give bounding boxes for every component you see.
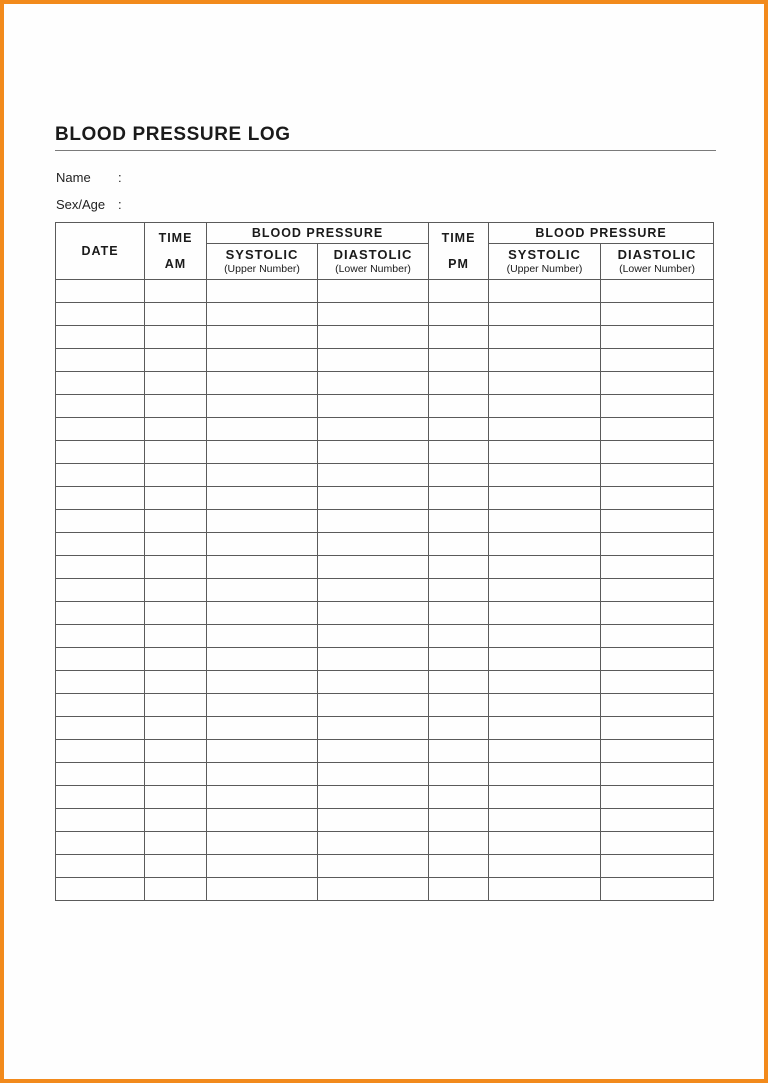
sex-age-separator: :: [118, 197, 122, 212]
time-pm-cell[interactable]: [429, 556, 489, 579]
date-cell[interactable]: [56, 740, 145, 763]
diastolic-am-cell[interactable]: [318, 441, 429, 464]
table-row: [56, 464, 714, 487]
date-cell[interactable]: [56, 878, 145, 901]
systolic-pm-note: (Upper Number): [506, 262, 583, 275]
date-cell[interactable]: [56, 510, 145, 533]
systolic-am-cell[interactable]: [207, 878, 318, 901]
diastolic-pm-cell[interactable]: [601, 786, 714, 809]
diastolic-pm-cell[interactable]: [601, 878, 714, 901]
time-pm-cell[interactable]: [429, 349, 489, 372]
time-am-cell[interactable]: [145, 694, 207, 717]
systolic-pm-cell[interactable]: [489, 740, 601, 763]
systolic-pm-cell[interactable]: [489, 602, 601, 625]
time-pm-cell[interactable]: [429, 602, 489, 625]
diastolic-am-cell[interactable]: [318, 464, 429, 487]
diastolic-am-cell[interactable]: [318, 740, 429, 763]
time-pm-cell[interactable]: [429, 717, 489, 740]
time-am-cell[interactable]: [145, 441, 207, 464]
diastolic-pm-cell[interactable]: [601, 625, 714, 648]
systolic-pm-cell[interactable]: [489, 579, 601, 602]
time-am-cell[interactable]: [145, 510, 207, 533]
time-pm-cell[interactable]: [429, 832, 489, 855]
diastolic-am-cell[interactable]: [318, 717, 429, 740]
log-rows: [56, 280, 714, 901]
name-label: Name: [56, 170, 91, 185]
table-row: [56, 487, 714, 510]
time-am-cell[interactable]: [145, 763, 207, 786]
table-row: [56, 694, 714, 717]
name-separator: :: [118, 170, 122, 185]
time-am-cell[interactable]: [145, 280, 207, 303]
systolic-am-cell[interactable]: [207, 556, 318, 579]
time-am-cell[interactable]: [145, 878, 207, 901]
diastolic-pm-cell[interactable]: [601, 510, 714, 533]
time-am-cell[interactable]: [145, 464, 207, 487]
date-cell[interactable]: [56, 464, 145, 487]
diastolic-pm-cell[interactable]: [601, 694, 714, 717]
diastolic-am-cell[interactable]: [318, 372, 429, 395]
diastolic-am-cell[interactable]: [318, 418, 429, 441]
table-row: [56, 533, 714, 556]
systolic-am-cell[interactable]: [207, 464, 318, 487]
diastolic-am-cell[interactable]: [318, 763, 429, 786]
name-field: [56, 170, 122, 185]
time-pm-cell[interactable]: [429, 625, 489, 648]
table-row: [56, 372, 714, 395]
date-cell[interactable]: [56, 763, 145, 786]
table-row: [56, 395, 714, 418]
date-cell[interactable]: [56, 372, 145, 395]
date-cell[interactable]: [56, 717, 145, 740]
diastolic-am-cell[interactable]: [318, 671, 429, 694]
systolic-pm-cell[interactable]: [489, 717, 601, 740]
time-am-cell[interactable]: [145, 556, 207, 579]
page-title: BLOOD PRESSURE LOG: [55, 124, 291, 145]
time-pm-cell[interactable]: [429, 855, 489, 878]
time-pm-cell[interactable]: [429, 786, 489, 809]
time-pm-cell[interactable]: [429, 441, 489, 464]
systolic-am-cell[interactable]: [207, 648, 318, 671]
diastolic-pm-cell[interactable]: [601, 740, 714, 763]
time-pm-cell[interactable]: [429, 809, 489, 832]
diastolic-pm-cell[interactable]: [601, 303, 714, 326]
time-pm-cell[interactable]: [429, 671, 489, 694]
table-row: [56, 326, 714, 349]
diastolic-am-cell[interactable]: [318, 832, 429, 855]
date-cell[interactable]: [56, 671, 145, 694]
systolic-pm-cell[interactable]: [489, 694, 601, 717]
table-row: [56, 441, 714, 464]
time-am-cell[interactable]: [145, 809, 207, 832]
time-pm-label: PM: [448, 257, 469, 271]
systolic-pm-label: SYSTOLIC: [508, 246, 581, 262]
diastolic-am-cell[interactable]: [318, 556, 429, 579]
time-pm-header: [429, 223, 489, 280]
diastolic-am-header: [318, 244, 429, 280]
systolic-pm-cell[interactable]: [489, 671, 601, 694]
time-am-cell[interactable]: [145, 487, 207, 510]
table-row: [56, 510, 714, 533]
diastolic-pm-cell[interactable]: [601, 326, 714, 349]
time-am-cell[interactable]: [145, 671, 207, 694]
table-row: [56, 786, 714, 809]
diastolic-pm-cell[interactable]: [601, 763, 714, 786]
systolic-am-cell[interactable]: [207, 280, 318, 303]
time-am-cell[interactable]: [145, 832, 207, 855]
systolic-am-cell[interactable]: [207, 694, 318, 717]
time-am-cell[interactable]: [145, 717, 207, 740]
systolic-am-cell[interactable]: [207, 602, 318, 625]
systolic-pm-cell[interactable]: [489, 832, 601, 855]
time-am-cell[interactable]: [145, 372, 207, 395]
time-pm-cell[interactable]: [429, 418, 489, 441]
table-row: [56, 556, 714, 579]
systolic-pm-cell[interactable]: [489, 372, 601, 395]
systolic-am-cell[interactable]: [207, 786, 318, 809]
time-am-cell[interactable]: [145, 602, 207, 625]
systolic-am-cell[interactable]: [207, 533, 318, 556]
date-cell[interactable]: [56, 418, 145, 441]
systolic-pm-cell[interactable]: [489, 533, 601, 556]
systolic-pm-cell[interactable]: [489, 326, 601, 349]
time-am-cell[interactable]: [145, 303, 207, 326]
systolic-am-cell[interactable]: [207, 579, 318, 602]
bp-am-header: BLOOD PRESSURE: [207, 223, 429, 244]
diastolic-am-cell[interactable]: [318, 349, 429, 372]
table-row: [56, 625, 714, 648]
systolic-am-cell[interactable]: [207, 763, 318, 786]
time-am-cell[interactable]: [145, 395, 207, 418]
date-cell[interactable]: [56, 809, 145, 832]
systolic-am-cell[interactable]: [207, 717, 318, 740]
diastolic-pm-cell[interactable]: [601, 832, 714, 855]
diastolic-pm-cell[interactable]: [601, 349, 714, 372]
time-pm-cell[interactable]: [429, 878, 489, 901]
systolic-pm-cell[interactable]: [489, 510, 601, 533]
systolic-am-header: [207, 244, 318, 280]
diastolic-am-cell[interactable]: [318, 395, 429, 418]
time-pm-cell[interactable]: [429, 326, 489, 349]
diastolic-am-note: (Lower Number): [335, 262, 411, 275]
table-row: [56, 303, 714, 326]
diastolic-pm-cell[interactable]: [601, 602, 714, 625]
date-header: DATE: [56, 223, 145, 280]
systolic-pm-cell[interactable]: [489, 786, 601, 809]
diastolic-pm-cell[interactable]: [601, 395, 714, 418]
diastolic-pm-cell[interactable]: [601, 579, 714, 602]
systolic-am-label: SYSTOLIC: [225, 246, 299, 262]
diastolic-am-cell[interactable]: [318, 510, 429, 533]
time-pm-cell[interactable]: [429, 763, 489, 786]
date-cell[interactable]: [56, 280, 145, 303]
systolic-pm-cell[interactable]: [489, 648, 601, 671]
diastolic-am-cell[interactable]: [318, 533, 429, 556]
systolic-pm-cell[interactable]: [489, 763, 601, 786]
diastolic-pm-cell[interactable]: [601, 671, 714, 694]
systolic-am-note: (Upper Number): [224, 262, 300, 275]
time-am-cell[interactable]: [145, 418, 207, 441]
time-pm-cell[interactable]: [429, 694, 489, 717]
time-pm-cell[interactable]: [429, 533, 489, 556]
systolic-pm-cell[interactable]: [489, 349, 601, 372]
time-am-cell[interactable]: [145, 349, 207, 372]
table-row: [56, 717, 714, 740]
time-pm-cell[interactable]: [429, 510, 489, 533]
time-am-cell[interactable]: [145, 786, 207, 809]
diastolic-pm-cell[interactable]: [601, 372, 714, 395]
table-row: [56, 418, 714, 441]
diastolic-pm-cell[interactable]: [601, 855, 714, 878]
date-cell[interactable]: [56, 648, 145, 671]
time-pm-cell[interactable]: [429, 395, 489, 418]
diastolic-pm-cell[interactable]: [601, 418, 714, 441]
time-am-cell[interactable]: [145, 740, 207, 763]
time-pm-cell[interactable]: [429, 280, 489, 303]
time-am-time-label: TIME: [158, 231, 193, 245]
systolic-pm-cell[interactable]: [489, 441, 601, 464]
diastolic-pm-cell[interactable]: [601, 648, 714, 671]
diastolic-am-cell[interactable]: [318, 878, 429, 901]
diastolic-pm-cell[interactable]: [601, 280, 714, 303]
date-cell[interactable]: [56, 349, 145, 372]
systolic-am-cell[interactable]: [207, 809, 318, 832]
diastolic-pm-cell[interactable]: [601, 464, 714, 487]
time-am-cell[interactable]: [145, 625, 207, 648]
table-row: [56, 579, 714, 602]
table-row: [56, 349, 714, 372]
table-row: [56, 809, 714, 832]
table-row: [56, 832, 714, 855]
diastolic-pm-cell[interactable]: [601, 809, 714, 832]
diastolic-am-cell[interactable]: [318, 694, 429, 717]
systolic-am-cell[interactable]: [207, 671, 318, 694]
systolic-pm-cell[interactable]: [489, 855, 601, 878]
blood-pressure-table: [55, 222, 714, 901]
time-pm-cell[interactable]: [429, 487, 489, 510]
systolic-pm-cell[interactable]: [489, 303, 601, 326]
systolic-am-cell[interactable]: [207, 372, 318, 395]
table-row: [56, 878, 714, 901]
systolic-pm-cell[interactable]: [489, 625, 601, 648]
date-cell[interactable]: [56, 556, 145, 579]
systolic-am-cell[interactable]: [207, 418, 318, 441]
systolic-am-cell[interactable]: [207, 855, 318, 878]
table-row: [56, 740, 714, 763]
date-cell[interactable]: [56, 487, 145, 510]
time-am-cell[interactable]: [145, 855, 207, 878]
table-row: [56, 763, 714, 786]
systolic-pm-header: [489, 244, 601, 280]
systolic-am-cell[interactable]: [207, 832, 318, 855]
time-pm-cell[interactable]: [429, 372, 489, 395]
date-cell[interactable]: [56, 602, 145, 625]
diastolic-pm-cell[interactable]: [601, 717, 714, 740]
date-cell[interactable]: [56, 326, 145, 349]
sex-age-field: [56, 197, 122, 212]
systolic-am-cell[interactable]: [207, 395, 318, 418]
time-am-cell[interactable]: [145, 326, 207, 349]
systolic-pm-cell[interactable]: [489, 878, 601, 901]
time-am-label: AM: [164, 257, 187, 271]
systolic-pm-cell[interactable]: [489, 556, 601, 579]
title-divider: [55, 150, 716, 151]
systolic-am-cell[interactable]: [207, 303, 318, 326]
date-cell[interactable]: [56, 441, 145, 464]
systolic-am-cell[interactable]: [207, 441, 318, 464]
date-cell[interactable]: [56, 855, 145, 878]
date-cell[interactable]: [56, 395, 145, 418]
diastolic-am-label: DIASTOLIC: [333, 246, 413, 262]
time-am-header: [145, 223, 207, 280]
diastolic-am-cell[interactable]: [318, 625, 429, 648]
diastolic-am-cell[interactable]: [318, 602, 429, 625]
diastolic-pm-note: (Lower Number): [619, 262, 695, 275]
date-cell[interactable]: [56, 832, 145, 855]
systolic-pm-cell[interactable]: [489, 395, 601, 418]
diastolic-am-cell[interactable]: [318, 487, 429, 510]
diastolic-am-cell[interactable]: [318, 280, 429, 303]
diastolic-am-cell[interactable]: [318, 809, 429, 832]
systolic-pm-cell[interactable]: [489, 464, 601, 487]
diastolic-am-cell[interactable]: [318, 786, 429, 809]
systolic-pm-cell[interactable]: [489, 280, 601, 303]
time-am-cell[interactable]: [145, 533, 207, 556]
diastolic-pm-label: DIASTOLIC: [617, 246, 697, 262]
diastolic-pm-header: [601, 244, 714, 280]
systolic-pm-cell[interactable]: [489, 487, 601, 510]
diastolic-am-cell[interactable]: [318, 326, 429, 349]
diastolic-am-cell[interactable]: [318, 579, 429, 602]
systolic-am-cell[interactable]: [207, 349, 318, 372]
systolic-am-cell[interactable]: [207, 740, 318, 763]
table-row: [56, 280, 714, 303]
time-pm-cell[interactable]: [429, 464, 489, 487]
time-pm-cell[interactable]: [429, 579, 489, 602]
date-cell[interactable]: [56, 303, 145, 326]
systolic-am-cell[interactable]: [207, 326, 318, 349]
table-row: [56, 602, 714, 625]
date-cell[interactable]: [56, 533, 145, 556]
systolic-am-cell[interactable]: [207, 510, 318, 533]
time-pm-cell[interactable]: [429, 303, 489, 326]
diastolic-pm-cell[interactable]: [601, 556, 714, 579]
time-am-cell[interactable]: [145, 579, 207, 602]
systolic-am-cell[interactable]: [207, 625, 318, 648]
table-row: [56, 648, 714, 671]
systolic-pm-cell[interactable]: [489, 418, 601, 441]
time-am-cell[interactable]: [145, 648, 207, 671]
sex-age-label: Sex/Age: [56, 197, 106, 212]
table-row: [56, 671, 714, 694]
diastolic-pm-cell[interactable]: [601, 441, 714, 464]
diastolic-am-cell[interactable]: [318, 303, 429, 326]
time-pm-time-label: TIME: [441, 231, 476, 245]
systolic-am-cell[interactable]: [207, 487, 318, 510]
table-row: [56, 855, 714, 878]
date-cell[interactable]: [56, 579, 145, 602]
diastolic-am-cell[interactable]: [318, 855, 429, 878]
time-pm-cell[interactable]: [429, 648, 489, 671]
diastolic-am-cell[interactable]: [318, 648, 429, 671]
systolic-pm-cell[interactable]: [489, 809, 601, 832]
date-cell[interactable]: [56, 625, 145, 648]
date-cell[interactable]: [56, 694, 145, 717]
diastolic-pm-cell[interactable]: [601, 487, 714, 510]
date-cell[interactable]: [56, 786, 145, 809]
time-pm-cell[interactable]: [429, 740, 489, 763]
diastolic-pm-cell[interactable]: [601, 533, 714, 556]
bp-pm-header: BLOOD PRESSURE: [489, 223, 714, 244]
